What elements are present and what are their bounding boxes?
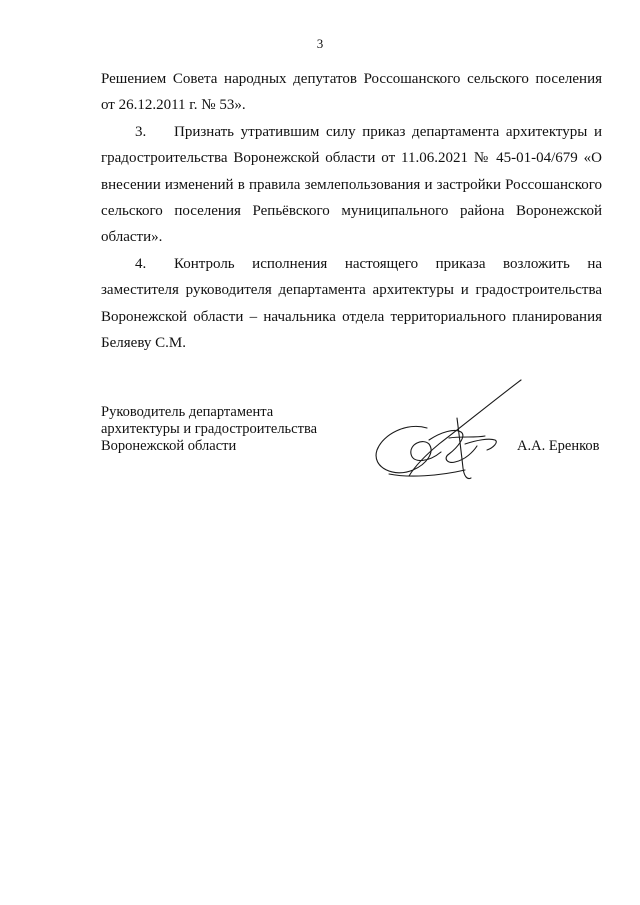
signer-name: А.А. Еренков: [517, 438, 600, 454]
item-3-text: Признать утратившим силу приказ департамента архитектуры и градостроительства Воронежской области от 11.06.2021 № 45-01-04/679 «О внесении изменений в правила землепользования и застройки Россошанского сельского поселения Репьёвского муниципального района Воронежской области».: [101, 123, 602, 246]
item-4-text: Контроль исполнения настоящего приказа возложить на заместителя руководителя департамента архитектуры и градостроительства Воронежской области – начальника отдела территориального планирования Беляеву С.М.: [101, 255, 602, 352]
item-3-number: 3.: [135, 123, 147, 140]
signer-position-line-3: Воронежской области: [101, 438, 237, 454]
paragraph-item-3: [101, 119, 602, 251]
paragraph-item-4: [101, 251, 602, 357]
signer-position: [101, 404, 317, 455]
page-number: 3: [316, 36, 324, 51]
document-body: [101, 66, 602, 356]
handwritten-signature: [369, 378, 539, 488]
signature-block: [101, 404, 621, 494]
signer-position-line-2: архитектуры и градостроительства: [101, 421, 318, 437]
item-4-number: 4.: [135, 255, 147, 272]
signer-position-line-1: Руководитель департамента: [101, 404, 274, 420]
paragraph-continuation: Решением Совета народных депутатов Россошанского сельского поселения от 26.12.2011 г. № 53».: [101, 71, 602, 114]
